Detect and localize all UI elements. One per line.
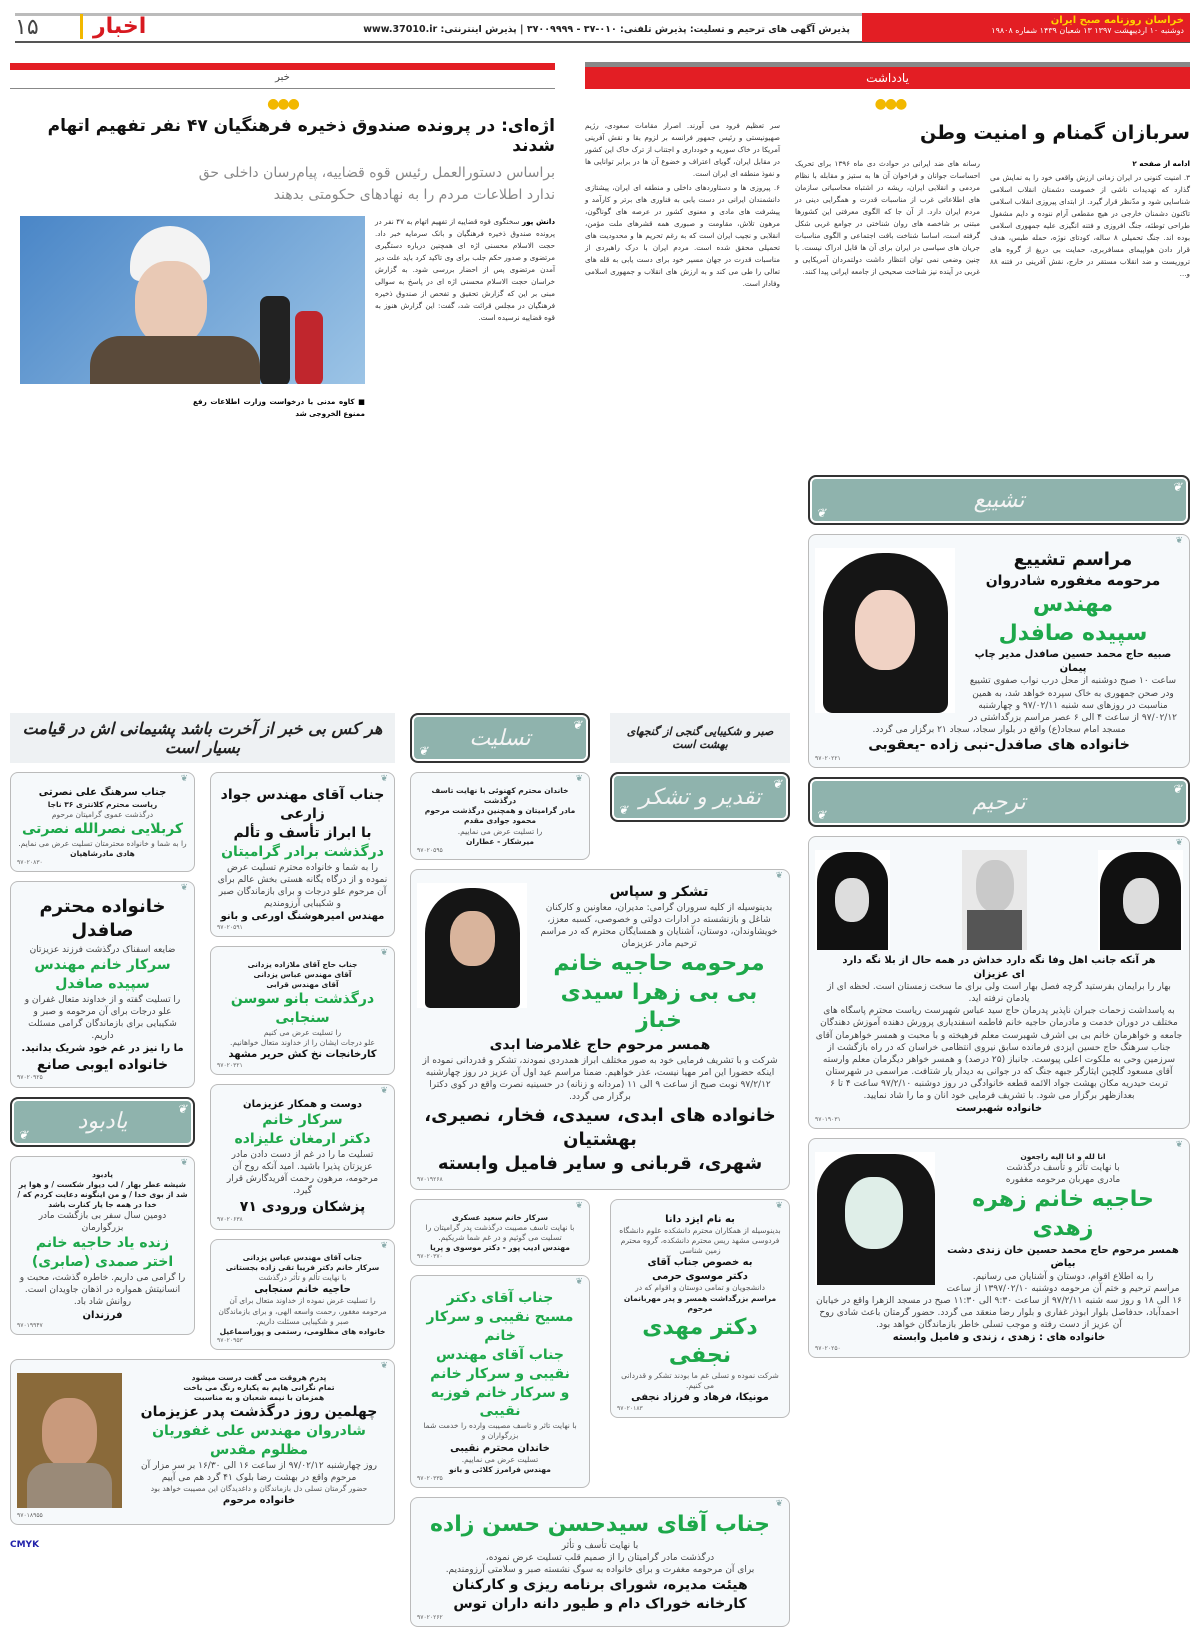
news-left-area [10, 216, 365, 422]
ad-text-line: خانواده های ابدی، سیدی، فخار، نصیری، بهشتیان [424, 1104, 776, 1150]
news-dots: ●●● [267, 96, 298, 112]
ad-text-line: تشکر و سپاس [609, 883, 709, 900]
ornament-icon: ❦ [816, 808, 827, 823]
ad-text-line: مرحومه مغفوره شادروان [985, 573, 1161, 590]
ad-code: ۹۷۰۲۰۹۵۳ [217, 1336, 243, 1344]
ad-contact-info: پذیرش آگهی های ترحیم و تسلیت: پذیرش تلفنی: ۰۱۰-۳۷ - ۳۷۰۰۹۹۹۹ | پذیرش اینترنتی: www.37010.ir [363, 24, 850, 35]
news-body [10, 216, 555, 422]
ad-text-line: به نام ایزد دانا [665, 1213, 735, 1225]
condolence-ad-zarei [210, 772, 395, 937]
ad-text-line: خاندان محترم نقیبی [450, 1442, 550, 1454]
ad-text-line: مهندس ادیب پور - دکتر موسوی و پریا [430, 1242, 570, 1252]
paragraph: ۳. امنیت کنونی در ایران زمانی ارزش واقعی خود را به نمایش می گذارد که تهدیدات ناشی از خصومت دشمنان انقلاب اسلامی شناسایی شود و مدّنظر قرار گیرد. از ابتدای پیروزی انقلاب اسلامی تاکنون دشمنان خارجی در هیچ مقطعی آرام ننوده و دایم مشغول طراحی توطئه، جنگ افروزی و فتنه انگیزی علیه جمهوری اسلامی بوده اند. جنگ تحمیلی ۸ ساله، کودتای نوژه، حمله طبس، هدف قرار دادن هواپیمای مسافربری، حمایت بی دریغ از گروه های تروریست و ضد انقلاب مستقر در خارج، نقش آفرینی در فتنه ۸۸ و... [990, 173, 1190, 278]
banner-label: تقدیر و تشکر [639, 784, 761, 810]
ad-text-line: ای عزیزان [973, 968, 1025, 980]
ad-text-line: خانواده محترم صافدل [39, 895, 166, 942]
ornament-icon: ❦ [418, 744, 429, 758]
ad-text-line: دانشجویان و تمامی دوستان و اقوام که در [635, 1283, 765, 1293]
ad-text-line: دوست و همکار عزیزمان [243, 1098, 362, 1110]
ornament-icon: ❦ [771, 777, 782, 791]
ad-code: ۹۷۰۲۰۲۲۱ [815, 754, 841, 762]
ad-text-line: را تسلیت عرض می نماییم. [457, 826, 543, 836]
ad-text-line: مهندس فرامرز کلائی و بانو [449, 1465, 551, 1475]
ornament-icon: ❦ [180, 1157, 188, 1168]
news-title: اژه‌ای: در پرونده صندوق ذخیره فرهنگیان ۴۷ نفر تفهیم اتهام شدند [47, 116, 555, 156]
condolence-ad-nosrati [10, 772, 195, 872]
paragraph: ۶. پیروزی ها و دستاوردهای داخلی و منطقه ای ایران، پیشتازی دانشمندان ایرانی در دست یابی به فناوری های برتر و کارآمد و پیشرفت های مادی و معنوی کشور در عرصه های گوناگون، مرهون تلاش، مقاومت و صبوری همه قشرهای ملت مؤمن، انقلابی و نجیب ایران است که به رغم تحریم ها و محدودیت های تحمیلی محقق شده است. مردم ایران با درک راهبردی از مناسبات قدرت در جهان مسیر خود برای دست یابی به قله های تعالی را طی می کند و به ارزش های انقلاب و جمهوری اسلامی وفادار است. [585, 183, 780, 288]
banner-yadbood [10, 1097, 195, 1147]
ornament-icon: ❦ [571, 718, 582, 732]
news-column-2 [193, 396, 365, 422]
ad-text-line: نقیبی و سرکار خانم [430, 1365, 570, 1382]
ad-code: ۹۷۰۲۰۲۶۲ [417, 1614, 443, 1622]
ad-code: ۹۷۰۲۰۳۲۱ [217, 1061, 243, 1069]
ad-text-line: جناب آقای دکتر [446, 1290, 554, 1307]
ad-text-line: شادروان مهندس علی غفوریان مظلوم مقدس [152, 1423, 366, 1459]
ad-text-line: حاجیه خانم سنجابی [254, 1283, 351, 1295]
portrait-photo-1 [815, 850, 890, 950]
condolence-ad-yazdani [210, 1239, 395, 1350]
ornament-icon: ❦ [575, 1277, 583, 1288]
ad-text-line: دکتر ارمغان علیزاده [234, 1131, 371, 1148]
ad-text-line: با نهایت تألم و تأثر درگذشت [258, 1272, 347, 1282]
ad-text-line: را به شما و خانواده محترم تسلیت عرض نموده و از درگاه یگانه هستی بخش عالم برای آن مرحوم علو درجات و برای بازماندگان صبر و شکیبایی آرزومندیم [217, 862, 388, 909]
ads-middle-block [410, 713, 790, 1627]
ad-text-line: تسلیت ما را در غم از دست دادن مادر عزیزتان پذیرا باشید. امید آنکه روح آن مرحومه، مرهون رحمت آفریدگارش قرار گیرد. [226, 1150, 379, 1197]
quote-banner-middle: صبر و شکیبایی گنجی از گنجهای بهشت است [610, 713, 790, 763]
portrait-photos-row [815, 850, 1183, 950]
ad-text-line: شرکت و با تشریف فرمایی خود به صور مختلف ابراز همدردی نمودند، تشکر و قدردانی نموده از اینکه حضورا این امر مهیا نیست، عذر خواهیم. ضمنا مراسم عید اول آن عزیز در روز چهارشنبه ۹۷/۲/۱۲ نوبت صبح از ساعت ۹ الی ۱۱ (مردانه و زنانه) در حسینیه نصرت واقع در کوی دکترا برگزار می گردد. [422, 1055, 778, 1103]
ad-text-line: را تسلیت گفته و از خداوند متعال غفران و علو درجات برای آن مرحومه و صبر و شکیبایی برای بازماندگان گرامی مسئلت داریم. [24, 994, 181, 1041]
banner-label: تشییع [973, 487, 1025, 513]
ad-code: ۹۷۰۱۹۹۴۷ [17, 1322, 43, 1330]
news-top-rule [10, 63, 555, 70]
ad-text-line: مهندس [1032, 592, 1114, 618]
ad-text-line: حاجیه خانم زهره زهدی [972, 1187, 1154, 1242]
ad-text-line: کربلایی نصرالله نصرتی [21, 820, 184, 837]
ad-text-line: صبیه حاج محمد حسین صافدل مدیر چاپ پیمان [974, 649, 1172, 674]
ornament-icon: ❦ [18, 1127, 29, 1142]
ad-text-line: شهری، قربانی و سایر فامیل وابسته [437, 1153, 763, 1175]
ad-code: ۹۷۰۲۰۳۷۰ [417, 1253, 443, 1261]
portrait-photo-ghafourian [17, 1373, 122, 1508]
ad-text-line: زنده یاد حاجیه خانم [35, 1235, 170, 1252]
ornament-icon: ❦ [575, 1200, 583, 1211]
ad-text-line: انا لله و انا الیه راجعون [1020, 1152, 1106, 1162]
ads-left-columns [10, 772, 395, 1350]
editorial-label: یادداشت [585, 67, 1190, 89]
banner-label: یادبود [77, 1109, 128, 1135]
ornament-icon: ❦ [180, 882, 188, 893]
page-number: ۱۵ [15, 15, 39, 40]
paragraph: سخنگوی قوه قضاییه از تفهیم اتهام به ۴۷ نفر در پرونده صندوق ذخیره فرهنگیان و بانک سرمایه خبر داد. حجت الاسلام محسنی اژه ای همچنین درباره دستگیری مرتضوی و صدور حکم جلب برای وی تاکید کرد باید علت دیر آمدن مرتضوی پس از احضار بررسی شود. به گزارش خراسان حجت الاسلام محسنی اژه ای در پاسخ به سوالی مبنی بر این که گزارش تحقیق و تفحص از صندوق ذخیره فرهنگیان در مجلس قرائت شد، گفت: این گزارش هنوز به قوه قضاییه نرسیده است. [375, 217, 555, 322]
ad-text-line: همسر مرحوم حاج غلامرضا ابدی [489, 1037, 711, 1054]
ad-text-line: شرکت نموده و تسلی غم ما بودند تشکر و قدردانی می کنیم. [621, 1370, 779, 1391]
ad-text-line: خانواده های صافدل-نبی زاده -یعقوبی [868, 737, 1130, 754]
ad-text-line: سرکار خانم دکتر فریبا تقی زاده بجستانی [225, 1262, 380, 1272]
ad-code: ۹۷۰۲۰۵۹۱ [217, 923, 243, 931]
ad-text-line: بدینوسیله از کلیه سروران گرامی: مدیران، معاونین و کارکنان شاغل و بازنشسته در ادارات دولتی و خصوصی، کسبه معزز، خویشاوندان، دوستان، آشنایان و همسایگان محترم که در مراسم ترحیم مادر عزیزمان [540, 902, 778, 950]
portrait-photo-khabbaz [417, 883, 527, 1008]
ad-text-line: برای آن مرحومه مغفرت و برای خانواده به سوگ نشسته صبر و سلامتی آرزومندیم. [445, 1565, 755, 1576]
ad-text-line: چهلمین روز درگذشت پدر عزیزمان [140, 1404, 378, 1421]
ad-text-line: همسر مرحوم حاج محمد حسین خان زندی دشت بیاض [947, 1244, 1179, 1270]
news-label: خبر [275, 72, 290, 83]
ornament-icon: ❦ [575, 774, 583, 784]
banner-tashyie [808, 475, 1190, 525]
ad-text-line: پزشکان ورودی ۷۱ [239, 1198, 366, 1215]
ad-text-line: را به اطلاع اقوام، دوستان و آشنایان می رسانیم. [972, 1271, 1154, 1282]
editorial-column-1 [990, 158, 1190, 282]
news-block [10, 96, 555, 422]
ornament-icon: ❦ [618, 803, 629, 817]
ad-text-line: با نهایت تاثر و تاسف مصیبت وارده را خدمت شما بزرگواران و [423, 1421, 577, 1441]
ornament-icon: ❦ [1175, 536, 1183, 546]
ornament-icon: ❦ [1171, 782, 1182, 797]
ad-text-line: سرکار خانم [262, 1112, 343, 1129]
thanks-ad-najafi [610, 1199, 790, 1418]
ad-text-line: مادر گرامیتان و همچنین درگذشت مرحوم محمود جوادی مقدم [424, 806, 576, 826]
ads-left-col-left [10, 772, 195, 1335]
ad-text-line: جناب حاج آقای ملازاده یزدانی [247, 959, 358, 969]
condolence-ad-sanjabi [210, 946, 395, 1075]
ornament-icon: ❦ [380, 1361, 388, 1372]
ad-text-line: فرزندان [82, 1309, 123, 1321]
section-title: اخبار [80, 14, 146, 39]
ads-left-block [10, 713, 395, 1550]
ad-code: ۹۷۰۲۰۵۹۵ [417, 846, 443, 854]
ad-text-line: درگذشت مادر گرامیتان را از صمیم قلب تسلیت عرض نموده، [485, 1553, 715, 1564]
memorial-ad-zohdi [808, 1138, 1190, 1358]
paragraph: رسانه های ضد ایرانی در حوادث دی ماه ۱۳۹۶ برای تحریک احساسات جوانان و فراخوان آن ها به ستیز و مقابله با نظام مردمی و انقلابی ایران، ریشه در اشتباه محاسباتی سازمان های اطلاعاتی غرب از مناسبات قدرت و همگرایی دینی در مردم ایران دارد. از آن جا که الگوی معرفتی این کشورها مبتنی بر شاخصه های روان شناختی در جوامع غربی شکل گرفته است، اساسا شناخت بافت اجتماعی و الگوی مناسبات جریان های سیاسی در ایران برای آن ها قابل ادراک نیست. با چنین وضعی نمی توان انتظار داشت دولتمردان آمریکایی و غربی در آینده نیز شناخت صحیحی از جامعه ایرانی پیدا کنند. [795, 159, 981, 276]
ad-text-line: مسیح نقیبی و سرکار خانم [426, 1309, 574, 1344]
ad-text-line: سپیده صافدل [998, 620, 1148, 646]
ad-text-line: مرحومه حاجیه خانم [553, 951, 765, 977]
ad-code: ۹۷۰۲۰۶۳۸ [217, 1216, 243, 1224]
ad-text-line: بهار را برایمان بفرستید گرچه فصل بهار است ولی برای ما سخت زمستان است. لحظه ای از یادمان نرفته اید. [827, 982, 1171, 1005]
ad-text-line: ساعت ۱۰ صبح دوشنبه از محل درب نواب صفوی تشییع ودر صحن جمهوری به خاک سپرده خواهد شد، به همین مناسبت در روزهای سه شنبه ۹۷/۰۲/۱۱ و چهارشنبه ۹۷/۰۲/۱۲ از ساعت ۴ الی ۶ عصر مراسم بزرگداشتی در مسجد امام سجاد(ع) واقع در بلوار سجاد، سجاد ۲۱ برگزار می گردد. [872, 676, 1177, 735]
author: دانش پور [521, 217, 556, 226]
ad-text-line: را تسلیت عرض نموده از خداوند متعال برای آن مرحومه مغفور، رحمت واسعه الهی، و برای بازماندگان صبر و شکیبایی مسئلت داریم. [218, 1296, 387, 1326]
ad-code: ۹۷۰۲۰۹۲۵ [17, 1074, 43, 1082]
ad-text-line: هر آنکه جانب اهل وفا نگه دارد خداش در همه حال از بلا نگه دارد [842, 955, 1156, 967]
continued-note: ادامه از صفحه ۲ [1132, 159, 1190, 168]
ad-text-line: مراسم بزرگداشت همسر و پدر مهربانمان مرحوم [623, 1293, 777, 1313]
ad-text-line: مهندس امیرهوشنگ اورعی و بانو [220, 911, 385, 923]
banner-label: ترحیم [972, 789, 1026, 815]
condolence-ad-kohnooi [410, 772, 590, 860]
ad-text-line: به خصوص جناب آقای [647, 1257, 753, 1269]
ad-text-line: خانواده شهبرست [955, 1103, 1043, 1115]
ad-text-line: خانواده مرحوم [222, 1495, 296, 1507]
banner-tarhim [808, 777, 1190, 827]
ad-text-line: خانواده های : زهدی ، زندی و فامیل وابسته [892, 1332, 1106, 1344]
condolence-ad-alizadeh [210, 1084, 395, 1230]
ad-text-line: همزمان با نیمه شعبان و به مناسبت [193, 1393, 325, 1403]
funeral-ad-safdel [808, 534, 1190, 768]
ads-left-col-right [210, 772, 395, 1350]
thanks-ad-khabbaz [410, 869, 790, 1190]
ad-text-line: دومین سال سفر بی بازگشت مادر بزرگوارمان [38, 1211, 167, 1234]
ad-text-line: ریاست محترم کلانتری ۳۶ ناجا [47, 799, 158, 809]
editorial-column-3 [585, 120, 780, 292]
ad-code: ۹۷۰۱۹۲۶۸ [417, 1176, 443, 1184]
ad-text-line: شیشه عطر بهار / لب دیوار شکست / و هوا پر شد از بوی خدا / و من اینگونه دعایت کردم که / خدا در همه جا یار کنارت باشد [17, 1179, 188, 1209]
subheading: ■ کاوه مدنی با درخواست وزارت اطلاعات رفع ممنوع الخروجی شد [193, 397, 365, 418]
ad-text-line: به پاسداشت زحمات جبران ناپذیر پدرمان حاج سید عباس شهبرست ریاست محترم پاسگاه های مختلف در دوران خدمت و مادرمان حاجیه خانم فاطمه اسفندیاری پرورش دهنده آموزش دهندگان جامعه و خواهرمان خانم بی بی اشرف شهبرست معلم فرهیخته و با محبت و همسر خواهرمان آقای جناب سرهنگ حاج حسین ایزدی فرمانده سابق نیروی انتظامی خراسان که در راه بازگشت از سرزمین وحی به ملکوت اعلی پیوست. جانباز (۲۵ درصد) و همسر خواهر دیگرمان معلم وارسته آقای مسعود گلچین ایثارگر جبهه جنگ که در جوانی به دیدار یار شتافت. مراسمی در شهرستان تربت حیدریه مکان بهشت جواد الائمه قطعه خانوادگی در روز دوشنبه ۹۷/۲/۱۰ ساعت ۴ تا ۶ بعدازظهر برگزار می شود. با تشریف فرمایی خود انان و ما را شاد نمایید. [815, 1006, 1183, 1102]
ad-text-line: را گرامی می داریم. خاطره گذشت، محبت و انسانیتش همواره در اذهان جاویدان است. روانش شاد باد. [19, 1273, 186, 1308]
ad-text-line: جناب آقای مهندس جواد زارعی [220, 787, 385, 822]
ad-text-line: حضور گرمتان تسلی دل بازماندگان و داغدیدگان این مصیبت خواهد بود [150, 1484, 368, 1494]
memorial-ad-ghafourian [10, 1359, 395, 1525]
ad-text-line: مادری مهربان مرحومه مغفوره [1005, 1175, 1121, 1186]
condolence-ad-hasanzadeh [410, 1497, 790, 1627]
quote-banner-left: هر کس بی خبر از آخرت باشد پشیمانی اش در قیامت بسیار است [10, 713, 395, 763]
ad-text-line: ما را نیز در غم خود شریک بدانید. [21, 1043, 184, 1055]
ad-text-line: و سرکار خانم فوزیه نقیبی [430, 1384, 570, 1420]
ornament-icon: ❦ [775, 1499, 783, 1510]
portrait-photo-2 [962, 850, 1027, 950]
ad-text-line: علو درجات ایشان را از خداوند متعال خواهانیم. [229, 1038, 376, 1047]
ad-code: ۹۷۰۲۰۸۳۰ [17, 858, 43, 866]
ad-code: ۹۷۰۲۰۲۵۰ [815, 1344, 841, 1352]
ad-code: ۹۷۰۲۰۳۳۵ [417, 1475, 443, 1483]
ad-text-line: مراسم ترحیم و ختم آن مرحومه دوشنبه ۱۳۹۷/۰۲/۱۰ از ساعت ۱۶ الی ۱۸ و روز سه شنبه ۹۷/۲/۱۱ از ساعت ۹:۳۰ الی ۱۱:۳۰ صبح در مسجد الزهرا واقع در خیابان احمدآباد، حدفاصل بلوار ابوذر غفاری و بلوار رضا منعقد می گردد. حضور گرمتان باعث شادی روح آن عزیز از دست رفته و موجب تسلی خاطر بازماندگان خواهد بود. [816, 1283, 1182, 1331]
ad-text-line: با نهایت تاسف مصیبت درگذشت پدر گرامیتان را تسلیت می گوئیم و در غم شما شریکیم. [425, 1222, 575, 1242]
portrait-photo-zohdi [815, 1152, 935, 1285]
ad-text-line: بی بی زهرا سیدی خباز [560, 979, 758, 1034]
ornament-icon: ❦ [380, 1085, 388, 1096]
ornament-icon: ❦ [816, 506, 827, 520]
ad-code: ۹۷۰۱۸۹۵۵ [17, 1512, 43, 1520]
news-photo [20, 216, 365, 384]
news-column-1 [375, 216, 555, 326]
ad-text-line: روز چهارشنبه ۹۷/۰۲/۱۲ از ساعت ۱۶ الی ۱۶/۳۰ بر سر مزار آن مرحوم واقع در بهشت رضا بلوک ۴۱ گرد هم می آییم [140, 1461, 378, 1484]
banner-label: تسلیت [469, 725, 531, 751]
memorial-ad-samadi [10, 1156, 195, 1336]
ad-text-line: پدرم هروقت می گفت درست میشود [191, 1373, 327, 1383]
ad-text-line: تمام نگرانی هایم به یکباره رنگ می باخت [183, 1383, 335, 1393]
newspaper-logo [862, 13, 1190, 42]
ad-text-line: یادبود [92, 1169, 113, 1179]
ornament-icon: ❦ [380, 1240, 388, 1251]
editorial-column-2 [795, 158, 980, 280]
ad-text-line: ضایعه اسفناک درگذشت فرزند عزیزتان [29, 944, 176, 955]
ad-text-line: با نهایت تأثر و تأسف درگذشت [1006, 1163, 1120, 1174]
ornament-icon: ❦ [1175, 838, 1183, 849]
memorial-ad-shahbarast [808, 836, 1190, 1129]
ad-text-line: جناب سرهنگ علی نصرتی [38, 787, 167, 798]
ornament-icon: ❦ [1175, 1140, 1183, 1151]
ad-text-line: با نهایت تأسف و تأثر [561, 1541, 639, 1552]
logo-text: خراسان روزنامه صبح ایران [1050, 15, 1184, 26]
ad-text-line: جناب آقای مهندس [436, 1346, 564, 1363]
ad-code: ۹۷۰۲۰۱۸۳ [617, 1404, 643, 1412]
ad-text-line: هیئت مدیره، شورای برنامه ریزی و کارکنان [452, 1577, 748, 1594]
condolence-ad-safdel-family [10, 881, 195, 1088]
editorial-title: سربازان گمنام و امنیت وطن [919, 122, 1190, 144]
ornament-icon: ❦ [380, 774, 388, 784]
news-subtitle: براساس دستورالعمل رئیس قوه قضاییه، پیام‌رسان داخلی حق ندارد اطلاعات مردم را به نهادهای حکومتی بدهند [198, 165, 555, 203]
ornament-icon: ❦ [775, 1200, 783, 1211]
issue-info: دوشنبه ۱۰ اردیبهشت ۱۳۹۷ ۱۳ شعبان ۱۴۳۹ شماره ۱۹۸۰۸ [991, 26, 1184, 35]
banner-taqdir [610, 772, 790, 822]
ad-text-line: سرکار خانم سعید عسکری [452, 1212, 548, 1222]
ad-text-line: جناب آقای سیدحسن حسن زاده [429, 1512, 771, 1538]
ad-text-line: مونیکا، فرهاد و فرزاد نجفی [631, 1392, 769, 1404]
cmyk-mark: CMYK [10, 1540, 40, 1551]
ad-text-line: کارخانجات نخ کش حریر مشهد [228, 1049, 377, 1061]
ads-right-block [808, 475, 1190, 1358]
ad-text-line: خانواده های مظلومی، رستمی و پوراسماعیل [219, 1326, 386, 1336]
editorial-dots: ●●● [874, 96, 906, 112]
ornament-icon: ❦ [1171, 480, 1182, 494]
ad-text-line: را به شما و خانواده محترمتان تسلیت عرض می نمایم. [18, 838, 187, 848]
ornament-icon: ❦ [380, 947, 388, 958]
ad-code: ۹۷۰۱۹۰۳۱ [815, 1115, 841, 1123]
ad-text-line: جناب آقای مهندس عباس یزدانی [242, 1252, 363, 1262]
ad-text-line: میرشکار - عطاران [465, 836, 535, 846]
portrait-photo-safdel [815, 548, 955, 713]
ad-text-line: کارخانه خوراک دام و طیور دانه داران توس [453, 1596, 747, 1613]
ornament-icon: ❦ [775, 870, 783, 881]
ad-text-line: دکتر موسوی حرمی [652, 1270, 748, 1282]
ad-text-line: هادی مادرشاهیان [70, 848, 135, 858]
ad-text-line: آقای مهندس قرابی [266, 979, 339, 989]
ad-text-line: با ابراز تأسف و تألم [233, 824, 372, 841]
paragraph: سر تعظیم فرود می آورند. اصرار مقامات سعودی، رژیم صهیونیستی و رئیس جمهور فرانسه بر لزوم بقا و نقش آفرینی آمریکا در خاک سوریه و خودداری و اجتناب از ترک خاک این کشور در مقابل ایران، گویای اعتراف و خضوع آن ها در برابر توانایی ها و نفوذ منطقه ای ایران است. [585, 121, 780, 178]
ad-text-line: بدینوسیله از همکاران محترم دانشکده علوم دانشگاه فردوسی مشهد ریس محترم دانشکده، گروه محترم زمین شناسی [619, 1226, 781, 1256]
ad-text-line: خاندان محترم کهنوئی با نهایت تاسف درگذشت [431, 786, 569, 806]
ad-text-line: دکتر مهدی نجفی [642, 1314, 758, 1369]
ornament-icon: ❦ [180, 774, 188, 784]
condolence-ad-naghibi [410, 1275, 590, 1488]
ad-text-line: درگذشت عموی گرامیتان مرحوم [51, 809, 154, 819]
portrait-photo-3 [1098, 850, 1183, 950]
ornament-icon: ❦ [176, 1101, 187, 1116]
ad-text-line: درگذشت برادر گرامیتان [221, 843, 384, 860]
ad-text-line: مراسم تشییع [1013, 549, 1133, 570]
ad-text-line: سرکار خانم مهندس سپیده صافدل [34, 956, 171, 992]
banner-tasliat [410, 713, 590, 763]
ad-text-line: اختر صمدی (صابری) [31, 1254, 174, 1271]
ad-text-line: آقای مهندس عباس یزدانی [253, 969, 352, 979]
news-divider [10, 88, 555, 89]
ad-text-line: تسلیت عرض می نماییم. [461, 1455, 539, 1465]
ad-text-line: خانواده ایوبی صانع [36, 1056, 169, 1073]
condolence-ad-askari [410, 1199, 590, 1267]
ad-text-line: درگذشت بانو سوسن سنجابی [230, 991, 375, 1026]
ad-text-line: را تسلیت عرض می کنیم [263, 1027, 342, 1037]
